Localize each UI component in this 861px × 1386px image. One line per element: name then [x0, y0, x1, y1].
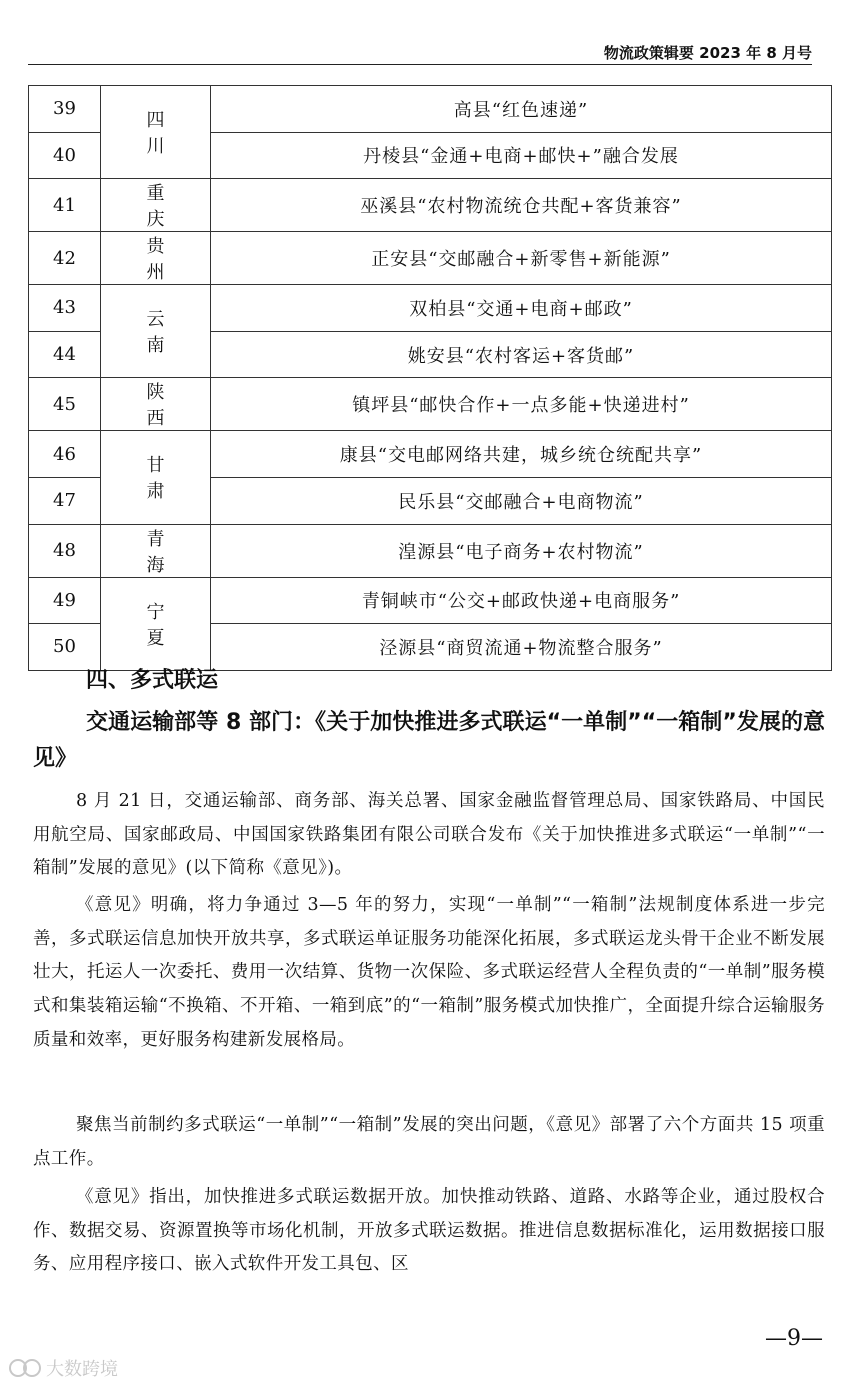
- item-cell: 民乐县“交邮融合+电商物流”: [211, 477, 832, 524]
- province-cell: 云 南: [101, 285, 211, 378]
- article-title: 交通运输部等 8 部门：《关于加快推进多式联运“一单制”“一箱制”发展的意见》: [33, 710, 825, 771]
- item-cell: 康县“交电邮网络共建，城乡统仓统配共享”: [211, 431, 832, 478]
- running-header: [28, 36, 812, 65]
- province-cell: 青 海: [101, 524, 211, 577]
- row-number: 40: [29, 132, 101, 179]
- header-text: 物流政策辑要 2023 年 8 月号: [603, 44, 812, 62]
- row-number: 47: [29, 477, 101, 524]
- row-number: 44: [29, 331, 101, 378]
- item-cell: 正安县“交邮融合+新零售+新能源”: [211, 232, 832, 285]
- item-cell: 高县“红色速递”: [211, 86, 832, 133]
- table-row: [29, 285, 832, 332]
- item-cell: 巫溪县“农村物流统仓共配+客货兼容”: [211, 179, 832, 232]
- item-cell: 泾源县“商贸流通+物流整合服务”: [211, 624, 832, 671]
- province-cell: 四 川: [101, 86, 211, 179]
- row-number: 48: [29, 524, 101, 577]
- row-number: 42: [29, 232, 101, 285]
- table-row: [29, 524, 832, 577]
- item-cell: 青铜峡市“公交+邮政快递+电商服务”: [211, 577, 832, 624]
- province-cell: 宁 夏: [101, 577, 211, 670]
- row-number: 46: [29, 431, 101, 478]
- row-number: 45: [29, 378, 101, 431]
- table-row: [29, 378, 832, 431]
- body-paragraph: 《意见》明确，将力争通过 3—5 年的努力，实现“一单制”“一箱制”法规制度体系进一步完善，多式联运信息加快开放共享，多式联运单证服务功能深化拓展，多式联运龙头骨干企业不断发展壮大，托运人一次委托、费用一次结算、货物一次保险、多式联运经营人全程负责的“一单制”服务模式和集装箱运输“不换箱、不开箱、一箱到底”的“一箱制”服务模式加快推广，全面提升综合运输服务质量和效率，更好服务构建新发展格局。: [33, 895, 825, 1050]
- row-number: 49: [29, 577, 101, 624]
- province-cell: 重 庆: [101, 179, 211, 232]
- item-cell: 丹棱县“金通+电商+邮快+”融合发展: [211, 132, 832, 179]
- page-number: —9—: [765, 1326, 823, 1351]
- row-number: 41: [29, 179, 101, 232]
- body-paragraph: 聚焦当前制约多式联运“一单制”“一箱制”发展的突出问题，《意见》部署了六个方面共 15 项重点工作。: [33, 1115, 825, 1169]
- row-number: 43: [29, 285, 101, 332]
- province-cell: 贵 州: [101, 232, 211, 285]
- table-row: [29, 232, 832, 285]
- row-number: 50: [29, 624, 101, 671]
- body-paragraph: 《意见》指出，加快推进多式联运数据开放。加快推动铁路、道路、水路等企业，通过股权合作、数据交易、资源置换等市场化机制，开放多式联运数据。推进信息数据标准化，运用数据接口服务、应用程序接口、嵌入式软件开发工具包、区: [33, 1187, 825, 1275]
- province-cell: 陕 西: [101, 378, 211, 431]
- row-number: 39: [29, 86, 101, 133]
- item-cell: 双柏县“交通+电商+邮政”: [211, 285, 832, 332]
- section-heading: 四、多式联运: [86, 668, 219, 693]
- watermark: [8, 1355, 118, 1381]
- table-row: [29, 179, 832, 232]
- table-row: [29, 577, 832, 624]
- watermark-text: 大数跨境: [46, 1359, 118, 1380]
- watermark-logo-icon: [8, 1356, 42, 1380]
- province-cell: 甘 肃: [101, 431, 211, 524]
- item-cell: 镇坪县“邮快合作+一点多能+快递进村”: [211, 378, 832, 431]
- item-cell: 姚安县“农村客运+客货邮”: [211, 331, 832, 378]
- table-row: [29, 86, 832, 133]
- county-table: [28, 85, 832, 671]
- table-row: [29, 431, 832, 478]
- body-paragraph: 8 月 21 日，交通运输部、商务部、海关总署、国家金融监督管理总局、国家铁路局、中国民用航空局、国家邮政局、中国国家铁路集团有限公司联合发布《关于加快推进多式联运“一单制”“一箱制”发展的意见》(以下简称《意见》)。: [33, 791, 825, 879]
- item-cell: 湟源县“电子商务+农村物流”: [211, 524, 832, 577]
